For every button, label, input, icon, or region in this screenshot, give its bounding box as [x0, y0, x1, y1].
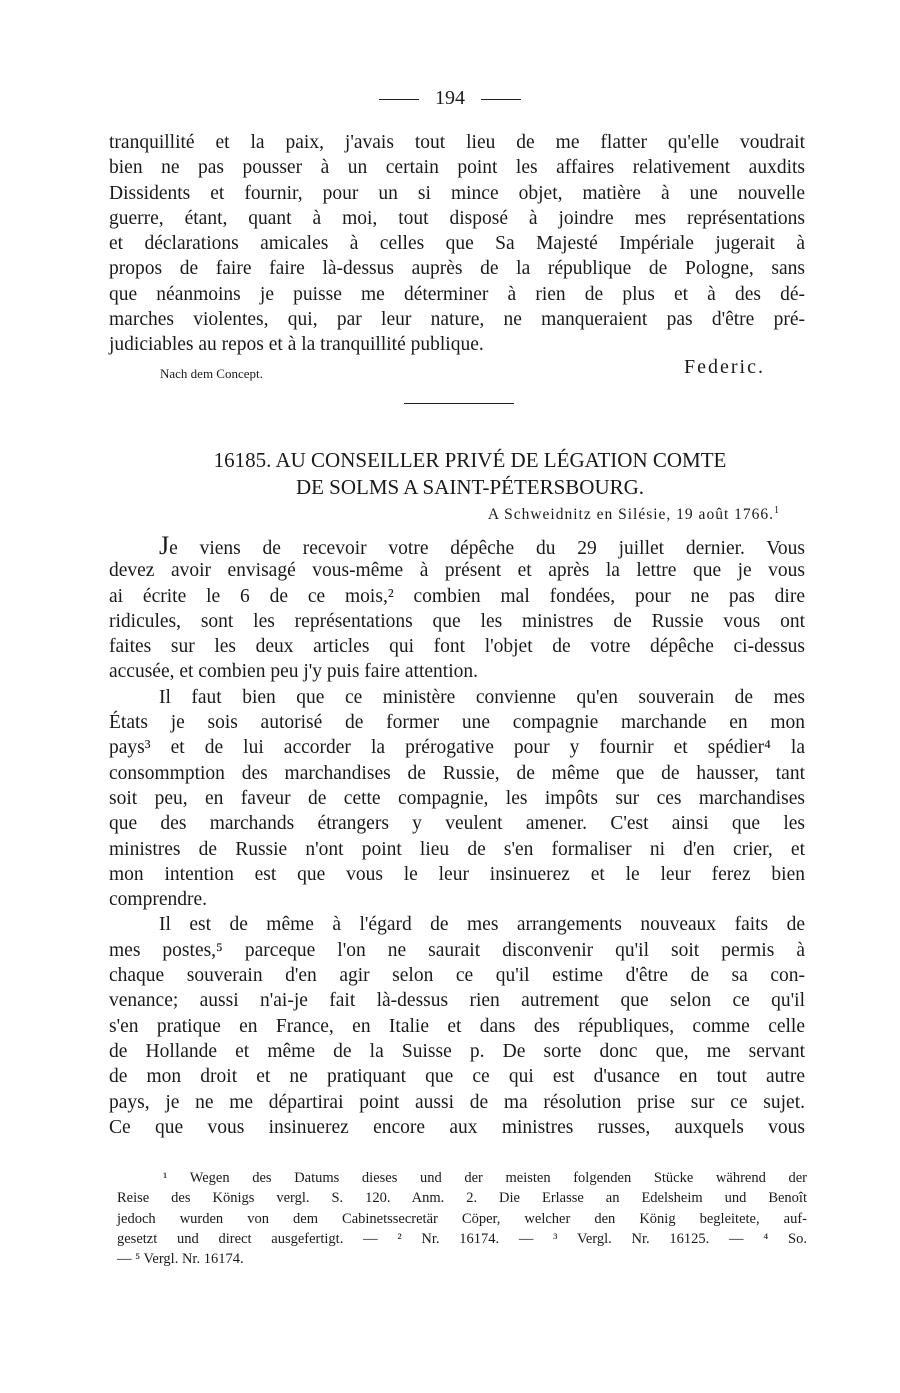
- text-line: [109, 533, 805, 558]
- footnote-line: — ⁵ Vergl. Nr. 16174.: [117, 1251, 244, 1268]
- signature: Federic.: [684, 356, 765, 378]
- text-line: faites sur les deux articles qui font l'objet de votre dépêche ci-dessus: [109, 636, 805, 658]
- text-line: venance; aussi n'ai-je fait là-dessus rien autrement que selon ce qu'il: [109, 990, 805, 1012]
- text-line: ridicules, sont les représentations que les ministres de Russie vous ont: [109, 610, 805, 632]
- text-line: guerre, étant, quant à moi, tout disposé à joindre mes représentations: [109, 207, 805, 229]
- intro-paragraph: [109, 130, 805, 358]
- text-line: ministres de Russie n'ont point lieu de s'en formaliser ni d'en crier, et: [109, 838, 805, 860]
- text-line: accusée, et combien peu j'y puis faire attention.: [109, 661, 478, 683]
- text-line: États je sois autorisé de former une compagnie marchande en mon: [109, 712, 805, 734]
- letter-title: [140, 447, 800, 474]
- header-dash-right: [481, 99, 521, 100]
- text-line: consommption des marchandises de Russie, de même que de hausser, tant: [109, 762, 805, 784]
- text-line: et déclarations amicales à celles que Sa Majesté Impériale jugerait à: [109, 233, 805, 255]
- place-date-footnote-ref: 1: [774, 504, 780, 516]
- drop-cap: J: [159, 531, 170, 560]
- text-line: pays³ et de lui accorder la prérogative pour y fournir et spédier⁴ la: [109, 737, 805, 759]
- footnote-line: gesetzt und direct ausgefertigt. — ² Nr. 16174. — ³ Vergl. Nr. 16125. — ⁴ So.: [117, 1230, 807, 1247]
- concept-note: Nach dem Concept.: [160, 366, 263, 381]
- letter-number: 16185.: [213, 448, 272, 472]
- section-divider: [404, 403, 514, 404]
- text-line: chaque souverain d'en agir selon ce qu'il estime d'être de sa con-: [109, 965, 805, 987]
- text-line: Dissidents et fournir, pour un si mince objet, matière à une nouvelle: [109, 182, 805, 204]
- title-line-2: DE SOLMS A SAINT-PÉTERSBOURG.: [295, 475, 645, 499]
- footnote-line: jedoch wurden von dem Cabinetssecretär Cöper, welcher den König begleitete, auf-: [117, 1210, 807, 1227]
- page-number: 194: [435, 87, 465, 109]
- text-line: ai écrite le 6 de ce mois,² combien mal fondées, pour ne pas dire: [109, 585, 805, 607]
- text-line: que néanmoins je puisse me déterminer à rien de plus et à des dé-: [109, 283, 805, 305]
- text-line-content: e viens de recevoir votre dépêche du 29 juillet dernier. Vous: [169, 538, 805, 559]
- page-header: [0, 86, 900, 110]
- title-line-1: AU CONSEILLER PRIVÉ DE LÉGATION COMTE: [275, 448, 727, 472]
- text-line: judiciables au repos et à la tranquillité publique.: [109, 334, 484, 356]
- text-line: devez avoir envisagé vous-même à présent et après la lettre que je vous: [109, 560, 805, 582]
- text-line: pays, je ne me départirai point aussi de ma résolution prise sur ce sujet.: [109, 1091, 805, 1113]
- text-line: propos de faire faire là-dessus auprès de la république de Pologne, sans: [109, 258, 805, 280]
- text-line: Il est de même à l'égard de mes arrangements nouveaux faits de: [159, 914, 805, 936]
- text-line: Ce que vous insinuerez encore aux ministres russes, auxquels vous: [109, 1116, 805, 1138]
- text-line: mes postes,⁵ parceque l'on ne saurait disconvenir qu'il soit permis à: [109, 939, 805, 961]
- text-line: comprendre.: [109, 889, 207, 911]
- letter-body: [109, 533, 805, 1140]
- text-line: marches violentes, qui, par leur nature, ne manqueraient pas d'être pré-: [109, 309, 805, 331]
- footnote-line: Reise des Königs vergl. S. 120. Anm. 2. Die Erlasse an Edelsheim und Benoît: [117, 1190, 807, 1207]
- place-date-text: A Schweidnitz en Silésie, 19 août 1766.: [487, 506, 774, 523]
- text-line: mon intention est que vous le leur insinuerez et le leur ferez bien: [109, 863, 805, 885]
- place-date: [488, 506, 780, 524]
- text-line: de mon droit et ne pratiquant que ce qui est d'usance en tout autre: [109, 1066, 805, 1088]
- text-line: Il faut bien que ce ministère convienne qu'en souverain de mes: [159, 686, 805, 708]
- text-line: bien ne pas pousser à un certain point les affaires relativement auxdits: [109, 157, 805, 179]
- text-line: que des marchands étrangers y veulent amener. C'est ainsi que les: [109, 813, 805, 835]
- text-line: de Hollande et même de la Suisse p. De sorte donc que, me servant: [109, 1040, 805, 1062]
- text-line: tranquillité et la paix, j'avais tout lieu de me flatter qu'elle voudrait: [109, 132, 805, 153]
- footnotes: [117, 1168, 807, 1269]
- header-dash-left: [379, 99, 419, 100]
- footnote-line: ¹ Wegen des Datums dieses und der meisten folgenden Stücke während der: [163, 1170, 807, 1186]
- text-line: soit peu, en faveur de cette compagnie, les impôts sur ces marchandises: [109, 787, 805, 809]
- text-line: s'en pratique en France, en Italie et dans des républiques, comme celle: [109, 1015, 805, 1037]
